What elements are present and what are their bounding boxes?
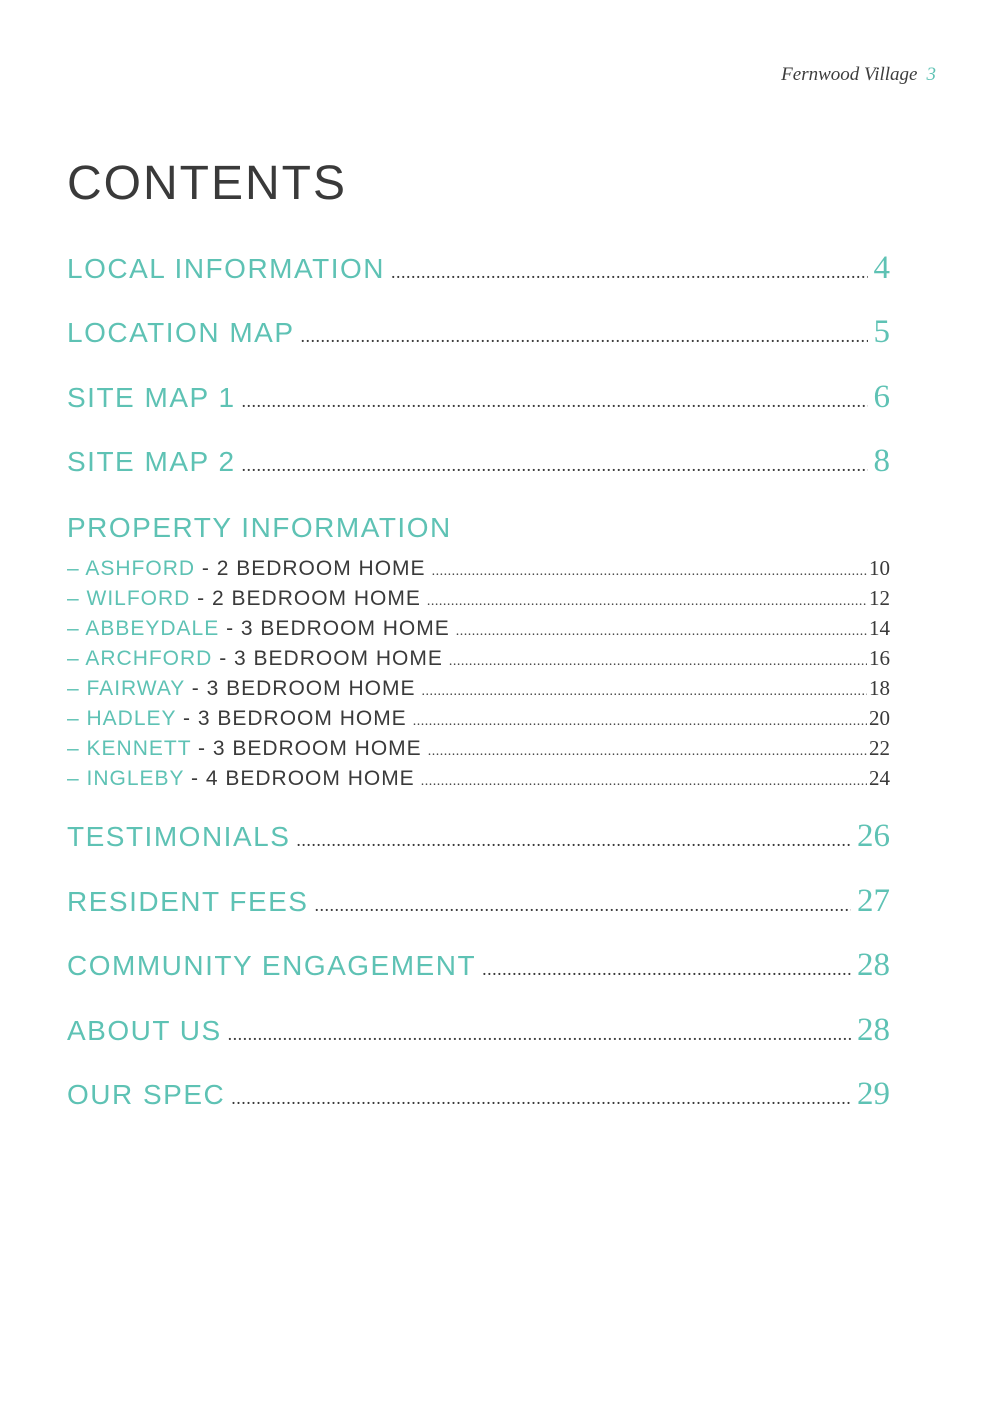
- toc-entry-page: 5: [873, 314, 890, 350]
- toc-subentry-ashford[interactable]: [67, 556, 890, 581]
- toc-entry-page: 28: [857, 947, 890, 983]
- toc-subentry-kennett[interactable]: [67, 736, 890, 761]
- page-title: CONTENTS: [67, 157, 347, 210]
- property-name: – ARCHFORD: [67, 647, 213, 670]
- toc-entry-page: 22: [869, 736, 890, 760]
- dot-leader: [427, 594, 867, 610]
- toc-entry-page: 24: [869, 766, 890, 790]
- toc-entry-location-map[interactable]: [67, 314, 890, 351]
- toc-entry-our-spec[interactable]: [67, 1076, 890, 1113]
- dot-leader: [413, 714, 867, 730]
- toc-entry-site-map-2[interactable]: [67, 443, 890, 480]
- toc-subentry-wilford[interactable]: [67, 586, 890, 611]
- property-description: - 3 BEDROOM HOME: [176, 707, 407, 730]
- toc-entry-page: 20: [869, 706, 890, 730]
- toc-subentry-abbeydale[interactable]: [67, 616, 890, 641]
- dot-leader: [449, 654, 867, 670]
- toc-entry-page: 16: [869, 646, 890, 670]
- toc-entry-page: 14: [869, 616, 890, 640]
- toc-entry-page: 26: [857, 818, 890, 854]
- dot-leader: [301, 326, 868, 347]
- document-title: Fernwood Village: [781, 64, 918, 85]
- toc-entry-label: ABOUT US: [67, 1015, 222, 1046]
- toc-entry-site-map-1[interactable]: [67, 379, 890, 416]
- toc-entry-page: 8: [873, 443, 890, 479]
- dot-leader: [391, 262, 868, 283]
- toc-entry-label: LOCATION MAP: [67, 317, 295, 348]
- property-description: - 3 BEDROOM HOME: [219, 617, 450, 640]
- toc-subentry-ingleby[interactable]: [67, 766, 890, 791]
- property-name: – FAIRWAY: [67, 677, 185, 700]
- dot-leader: [432, 564, 867, 580]
- dot-leader: [296, 830, 851, 851]
- toc-subentry-hadley[interactable]: [67, 706, 890, 731]
- toc-entry-page: 29: [857, 1076, 890, 1112]
- toc-subentry-archford[interactable]: [67, 646, 890, 671]
- property-name: – ASHFORD: [67, 557, 196, 580]
- running-header: [781, 64, 936, 86]
- dot-leader: [482, 959, 851, 980]
- toc-entry-local-information[interactable]: [67, 250, 890, 287]
- toc-entry-label: COMMUNITY ENGAGEMENT: [67, 950, 477, 981]
- toc-entry-page: 27: [857, 883, 890, 919]
- dot-leader: [231, 1088, 851, 1109]
- toc-entry-page: 10: [869, 556, 890, 580]
- property-description: - 2 BEDROOM HOME: [195, 557, 426, 580]
- dot-leader: [314, 895, 851, 916]
- toc-entry-community-engagement[interactable]: [67, 947, 890, 984]
- property-name: – ABBEYDALE: [67, 617, 220, 640]
- property-description: - 2 BEDROOM HOME: [190, 587, 421, 610]
- property-name: – KENNETT: [67, 737, 192, 760]
- toc-entry-page: 28: [857, 1012, 890, 1048]
- dot-leader: [242, 391, 868, 412]
- dot-leader: [421, 774, 867, 790]
- property-name: – WILFORD: [67, 587, 191, 610]
- property-description: - 3 BEDROOM HOME: [191, 737, 422, 760]
- toc-entry-label: TESTIMONIALS: [67, 821, 291, 852]
- property-information-heading: PROPERTY INFORMATION: [67, 512, 452, 543]
- property-description: - 3 BEDROOM HOME: [184, 677, 416, 700]
- property-name: – INGLEBY: [67, 767, 185, 790]
- property-description: - 4 BEDROOM HOME: [184, 767, 415, 790]
- toc-entry-page: 4: [873, 250, 890, 286]
- toc-entry-label: RESIDENT FEES: [67, 886, 309, 917]
- toc-entry-label: LOCAL INFORMATION: [67, 253, 385, 284]
- toc-entry-about-us[interactable]: [67, 1012, 890, 1049]
- dot-leader: [456, 624, 867, 640]
- toc-entry-page: 6: [873, 379, 890, 415]
- toc-entry-page: 18: [869, 676, 890, 700]
- dot-leader: [242, 455, 868, 476]
- dot-leader: [421, 684, 867, 700]
- dot-leader: [428, 744, 867, 760]
- property-description: - 3 BEDROOM HOME: [212, 647, 443, 670]
- toc-entry-label: OUR SPEC: [67, 1079, 226, 1110]
- toc-entry-label: SITE MAP 1: [67, 382, 236, 413]
- dot-leader: [228, 1024, 851, 1045]
- toc-entry-resident-fees[interactable]: [67, 883, 890, 920]
- toc-subentry-fairway[interactable]: [67, 676, 890, 701]
- toc-entry-label: SITE MAP 2: [67, 446, 236, 477]
- toc-entry-testimonials[interactable]: [67, 818, 890, 855]
- property-name: – HADLEY: [67, 707, 177, 730]
- toc-entry-page: 12: [869, 586, 890, 610]
- header-page-number: 3: [926, 64, 936, 85]
